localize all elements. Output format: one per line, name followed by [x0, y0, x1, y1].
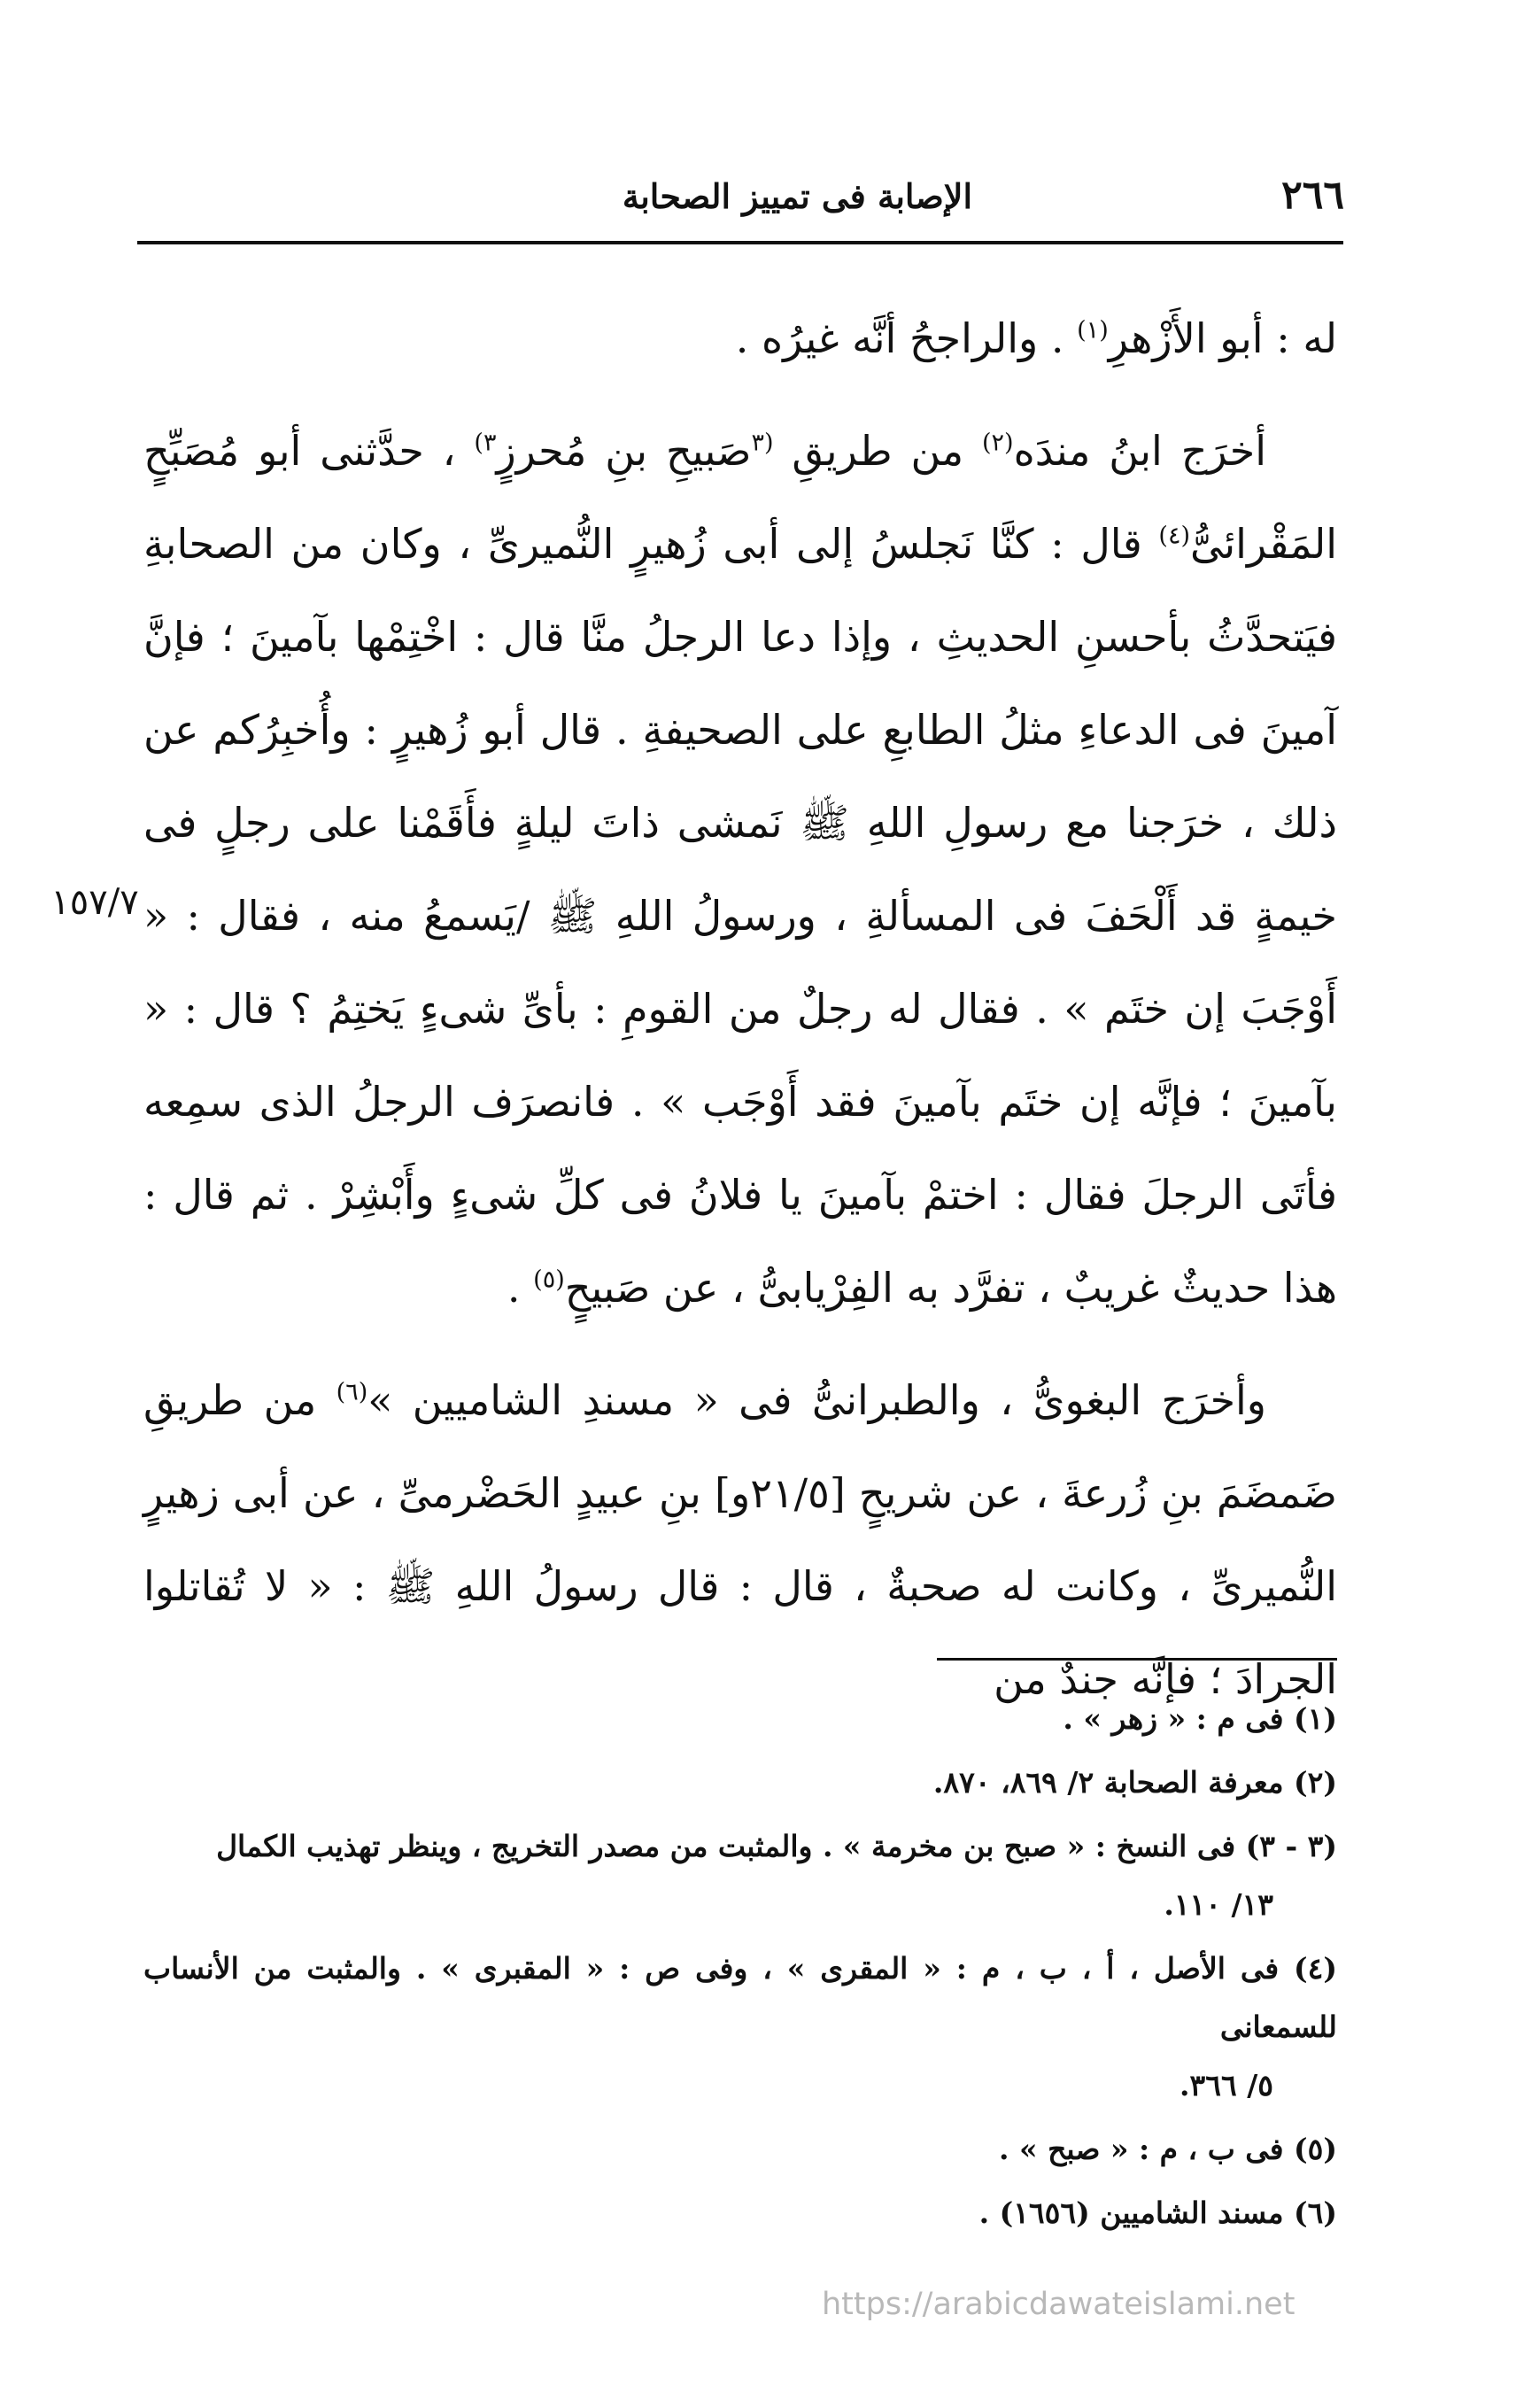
paragraph-3	[143, 1354, 1337, 1726]
footnote-ref: ٣)	[474, 429, 497, 457]
footnote-5: (٥) فى ب ، م : « صبح » .	[998, 2132, 1337, 2166]
paragraph-2-text: قال : كنَّا نَجلسُ إلى أبى زُهيرٍ النُّميرىِّ ، وكان من الصحابةِ فيَتحدَّثُ بأحسنِ الحديثِ ، وإذا دعا الرجلُ منَّا قال : اخْتِمْها بآمينَ ؛ فإنَّ آمينَ فى الدعاءِ مثلُ الطابعِ على الصحيفةِ . قال أبو زُهيرٍ : وأُخبِرُكم عن ذلك ، خرَجنا مع رسولِ اللهِ ﷺ نَمشى ذاتَ ليلةٍ فأَقَمْنا على رجلٍ فى خيمةٍ قد أَلْحَفَ فى المسألةِ ، ورسولُ اللهِ ﷺ /يَسمعُ منه ، فقال : « أَوْجَبَ إن ختَم » . فقال له رجلٌ من القومِ : بأىِّ شىءٍ يَختِمُ ؟ قال : « بآمينَ ؛ فإنَّه إن ختَم بآمينَ فقد أَوْجَب » . فانصرَف الرجلُ الذى سمِعه فأتَى الرجلَ فقال : اختمْ بآمينَ يا فلانُ فى كلِّ شىءٍ وأَبْشِرْ . ثم قال : هذا حديثٌ غريبٌ ، تفرَّد به الفِرْيابىُّ ، عن صَبيحٍ	[143, 520, 1337, 1312]
paragraph-3-text: من طريقِ ضَمضَمَ بنِ زُرعةَ ، عن شريحٍ [٢١/٥و] بنِ عبيدٍ الحَضْرمىِّ ، عن أبى زهيرٍ النُّميرىِّ ، وكانت له صحبةٌ ، قال : قال رسولُ اللهِ ﷺ : « لا تُقاتلوا الجرادَ ؛ فإنَّه جندٌ من	[143, 1376, 1337, 1703]
paragraph-2-text: من طريقِ	[773, 427, 982, 475]
footnote-ref: (١)	[1077, 316, 1109, 345]
paragraph-2-text: .	[507, 1264, 534, 1312]
footnote-ref: (٤)	[1158, 522, 1191, 550]
footnote-1: (١) فى م : « زهر » .	[1063, 1701, 1337, 1736]
running-title: الإصابة فى تمييز الصحابة	[622, 176, 972, 216]
margin-volume-page-note: ١٥٧/٧	[50, 882, 139, 923]
footnote-3-text: (٣ - ٣) فى النسخ : « صبح بن مخرمة » . والمثبت من مصدر التخريج ، وينظر تهذيب الكمال	[216, 1829, 1337, 1863]
footnote-2: (٢) معرفة الصحابة ٢/ ٨٦٩، ٨٧٠.	[932, 1765, 1337, 1800]
watermark-url: https://arabicdawateislami.net	[822, 2287, 1296, 2322]
footnote-ref: (٥)	[533, 1266, 565, 1294]
paragraph-1-text: له : أبو الأَزْهرِ	[1108, 314, 1337, 362]
footnote-4-continuation: ٥/ ٣٦٦.	[1180, 2068, 1273, 2102]
footnote-ref: (٦)	[336, 1378, 368, 1406]
page-number: ٢٦٦	[1281, 173, 1344, 218]
paragraph-2-text: صَبيحِ بنِ مُحرزٍ	[496, 427, 752, 475]
paragraph-2	[143, 405, 1337, 1335]
footnote-ref: (٣	[751, 429, 774, 457]
paragraph-3-text: وأخرَج البغوىُّ ، والطبرانىُّ فى « مسندِ الشاميين »	[367, 1376, 1267, 1424]
paragraph-1-text: . والراجحُ أنَّه غيرُه .	[735, 314, 1078, 362]
page-header	[140, 173, 1344, 226]
footnote-rule	[937, 1658, 1337, 1661]
main-text	[143, 292, 1337, 1726]
footnote-4-text: (٤) فى الأصل ، أ ، ب ، م : « المقرى » ، وفى ص : « المقبرى » . والمثبت من الأنساب للسمعانى	[143, 1951, 1337, 2044]
paragraph-1	[143, 292, 1337, 385]
footnote-6: (٦) مسند الشاميين (١٦٥٦) .	[978, 2195, 1337, 2230]
footnote-4	[143, 1940, 1337, 2115]
footnote-3	[143, 1817, 1337, 1934]
paragraph-2-text: ، حدَّثنى أبو مُصَبِّحٍ المَقْرائىُّ	[143, 427, 1337, 568]
header-rule	[137, 241, 1343, 244]
footnote-ref: (٢)	[981, 429, 1014, 457]
footnotes	[143, 1690, 1337, 2248]
footnote-3-continuation: ١٣/ ١١٠.	[1164, 1887, 1273, 1922]
paragraph-2-text: أخرَج ابنُ مندَه	[1013, 427, 1266, 475]
